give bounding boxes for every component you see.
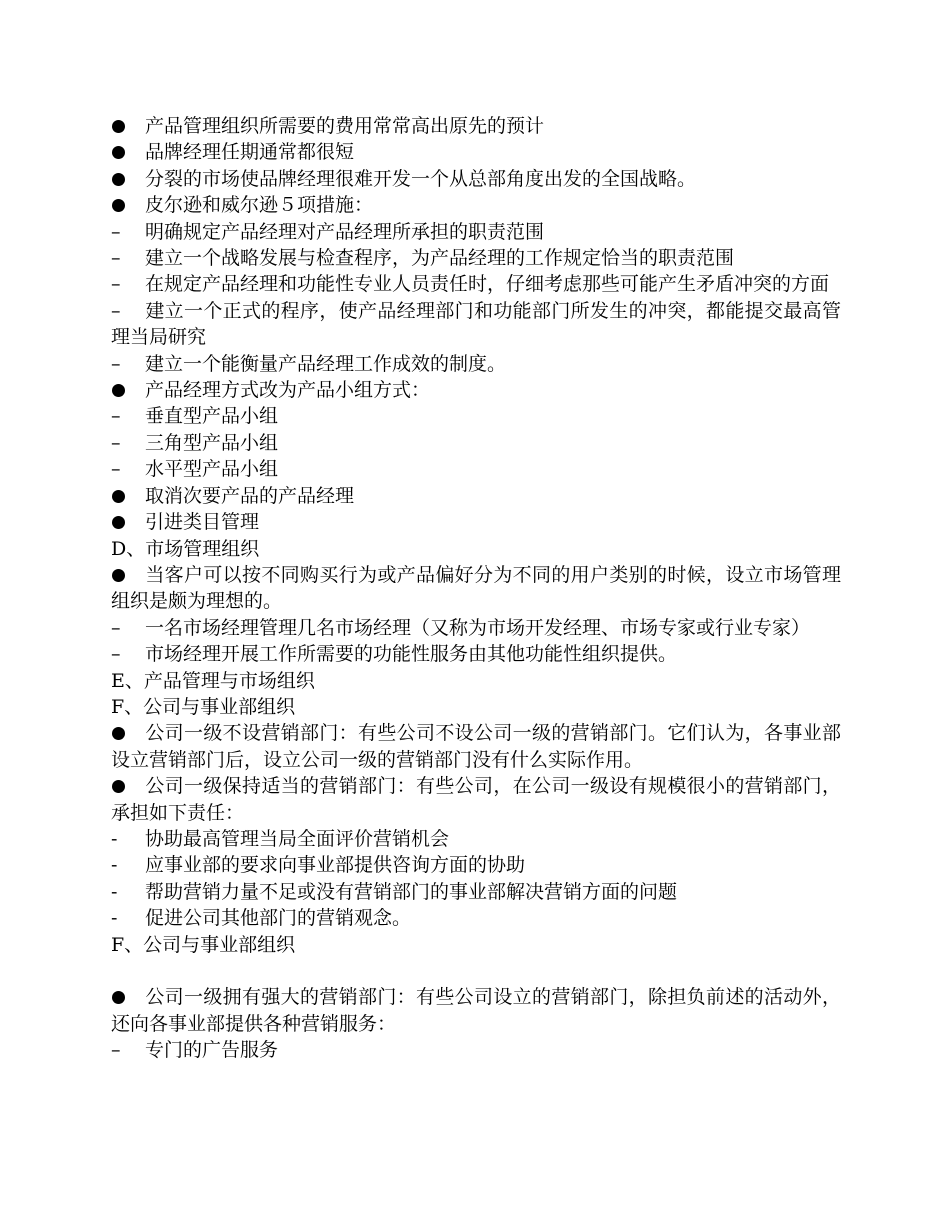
line-text: E、产品管理与市场组织 xyxy=(111,669,315,692)
line-text: 引进类目管理 xyxy=(145,511,260,534)
blank-line xyxy=(111,958,841,984)
line-text: 建立一个能衡量产品经理工作成效的制度。 xyxy=(145,352,507,375)
line-text: 产品管理组织所需要的费用常常高出原先的预计 xyxy=(145,115,545,137)
bullet-dot-icon xyxy=(112,490,125,503)
dash-item xyxy=(111,351,841,377)
line-text: 建立一个正式的程序，使产品经理部门和功能部门所发生的冲突，都能提交最高管理当局研究 xyxy=(111,299,841,349)
dash-marker: - xyxy=(111,907,118,930)
bullet-dot-icon xyxy=(112,173,125,186)
line-text: 一名市场经理管理几名市场经理（又称为市场开发经理、市场专家或行业专家） xyxy=(145,616,811,639)
line-text: 分裂的市场使品牌经理很难开发一个从总部角度出发的全国战略。 xyxy=(145,167,697,190)
bullet-item xyxy=(111,377,841,403)
document-page xyxy=(111,113,841,1064)
section-heading xyxy=(111,932,841,958)
line-text: 建立一个战略发展与检查程序，为产品经理的工作规定恰当的职责范围 xyxy=(145,247,735,270)
bullet-item xyxy=(111,509,841,535)
bullet-item xyxy=(111,483,841,509)
dash-marker: – xyxy=(111,405,121,428)
line-text: D、市场管理组织 xyxy=(111,537,260,560)
bullet-dot-icon xyxy=(112,727,125,740)
dash-item xyxy=(111,245,841,271)
line-text: 明确规定产品经理对产品经理所承担的职责范围 xyxy=(145,220,545,243)
dash-marker: – xyxy=(111,220,121,243)
line-text: 三角型产品小组 xyxy=(145,431,279,454)
line-text: 协助最高管理当局全面评价营销机会 xyxy=(145,827,450,850)
bullet-dot-icon xyxy=(112,120,125,133)
dash-item xyxy=(111,430,841,456)
line-text: 市场经理开展工作所需要的功能性服务由其他功能性组织提供。 xyxy=(145,643,678,666)
dash-item xyxy=(111,456,841,482)
dash-item xyxy=(111,271,841,297)
line-text: 皮尔逊和威尔逊５项措施： xyxy=(145,194,374,217)
dash-item xyxy=(111,219,841,245)
dash-marker: – xyxy=(111,458,121,481)
dash-item xyxy=(111,879,841,905)
dash-marker: - xyxy=(111,880,118,903)
bullet-dot-icon xyxy=(112,780,125,793)
dash-marker: – xyxy=(111,273,121,296)
line-text: 专门的广告服务 xyxy=(145,1039,279,1062)
line-text: 品牌经理任期通常都很短 xyxy=(145,141,355,164)
bullet-item xyxy=(111,720,841,773)
bullet-item xyxy=(111,984,841,1037)
dash-item xyxy=(111,905,841,931)
line-text: 公司一级保持适当的营销部门：有些公司，在公司一级设有规模很小的营销部门，承担如下责任： xyxy=(111,775,841,824)
dash-marker: – xyxy=(111,643,121,666)
section-heading xyxy=(111,694,841,720)
bullet-dot-icon xyxy=(112,569,125,582)
bullet-item xyxy=(111,166,841,192)
dash-item xyxy=(111,826,841,852)
bullet-dot-icon xyxy=(112,991,125,1004)
line-text: 产品经理方式改为产品小组方式： xyxy=(145,379,431,402)
line-text: 公司一级拥有强大的营销部门：有些公司设立的营销部门，除担负前述的活动外，还向各事业部提供各种营销服务： xyxy=(111,986,841,1035)
bullet-item xyxy=(111,192,841,218)
line-text: 帮助营销力量不足或没有营销部门的事业部解决营销方面的问题 xyxy=(145,880,678,903)
line-text: F、公司与事业部组织 xyxy=(111,695,296,718)
dash-marker: – xyxy=(111,247,121,270)
line-text: 公司一级不设营销部门：有些公司不设公司一级的营销部门。它们认为，各事业部设立营销部门后，设立公司一级的营销部门没有什么实际作用。 xyxy=(111,722,841,771)
dash-marker: - xyxy=(111,827,118,850)
bullet-item xyxy=(111,139,841,165)
line-text: 应事业部的要求向事业部提供咨询方面的协助 xyxy=(145,854,526,877)
section-heading xyxy=(111,536,841,562)
dash-item xyxy=(111,1037,841,1063)
dash-item xyxy=(111,615,841,641)
dash-marker: – xyxy=(111,352,121,375)
bullet-dot-icon xyxy=(112,516,125,529)
dash-item xyxy=(111,403,841,429)
dash-item xyxy=(111,852,841,878)
dash-marker: - xyxy=(111,854,118,877)
line-text: 垂直型产品小组 xyxy=(145,405,279,428)
dash-item xyxy=(111,641,841,667)
line-text: 取消次要产品的产品经理 xyxy=(145,484,355,507)
dash-marker: – xyxy=(111,1039,121,1062)
line-text: F、公司与事业部组织 xyxy=(111,933,296,956)
line-text: 当客户可以按不同购买行为或产品偏好分为不同的用户类别的时候，设立市场管理组织是颇为理想的。 xyxy=(111,563,841,613)
bullet-dot-icon xyxy=(112,199,125,212)
line-text: 促进公司其他部门的营销观念。 xyxy=(145,907,412,930)
line-text: 在规定产品经理和功能性专业人员责任时，仔细考虑那些可能产生矛盾冲突的方面 xyxy=(145,273,830,296)
bullet-item xyxy=(111,773,841,826)
section-heading xyxy=(111,668,841,694)
bullet-dot-icon xyxy=(112,384,125,397)
bullet-item xyxy=(111,113,841,139)
bullet-dot-icon xyxy=(112,146,125,159)
dash-item xyxy=(111,298,841,351)
bullet-item xyxy=(111,562,841,615)
dash-marker: – xyxy=(111,431,121,454)
dash-marker: – xyxy=(111,299,121,322)
dash-marker: – xyxy=(111,616,121,639)
line-text: 水平型产品小组 xyxy=(145,458,279,481)
